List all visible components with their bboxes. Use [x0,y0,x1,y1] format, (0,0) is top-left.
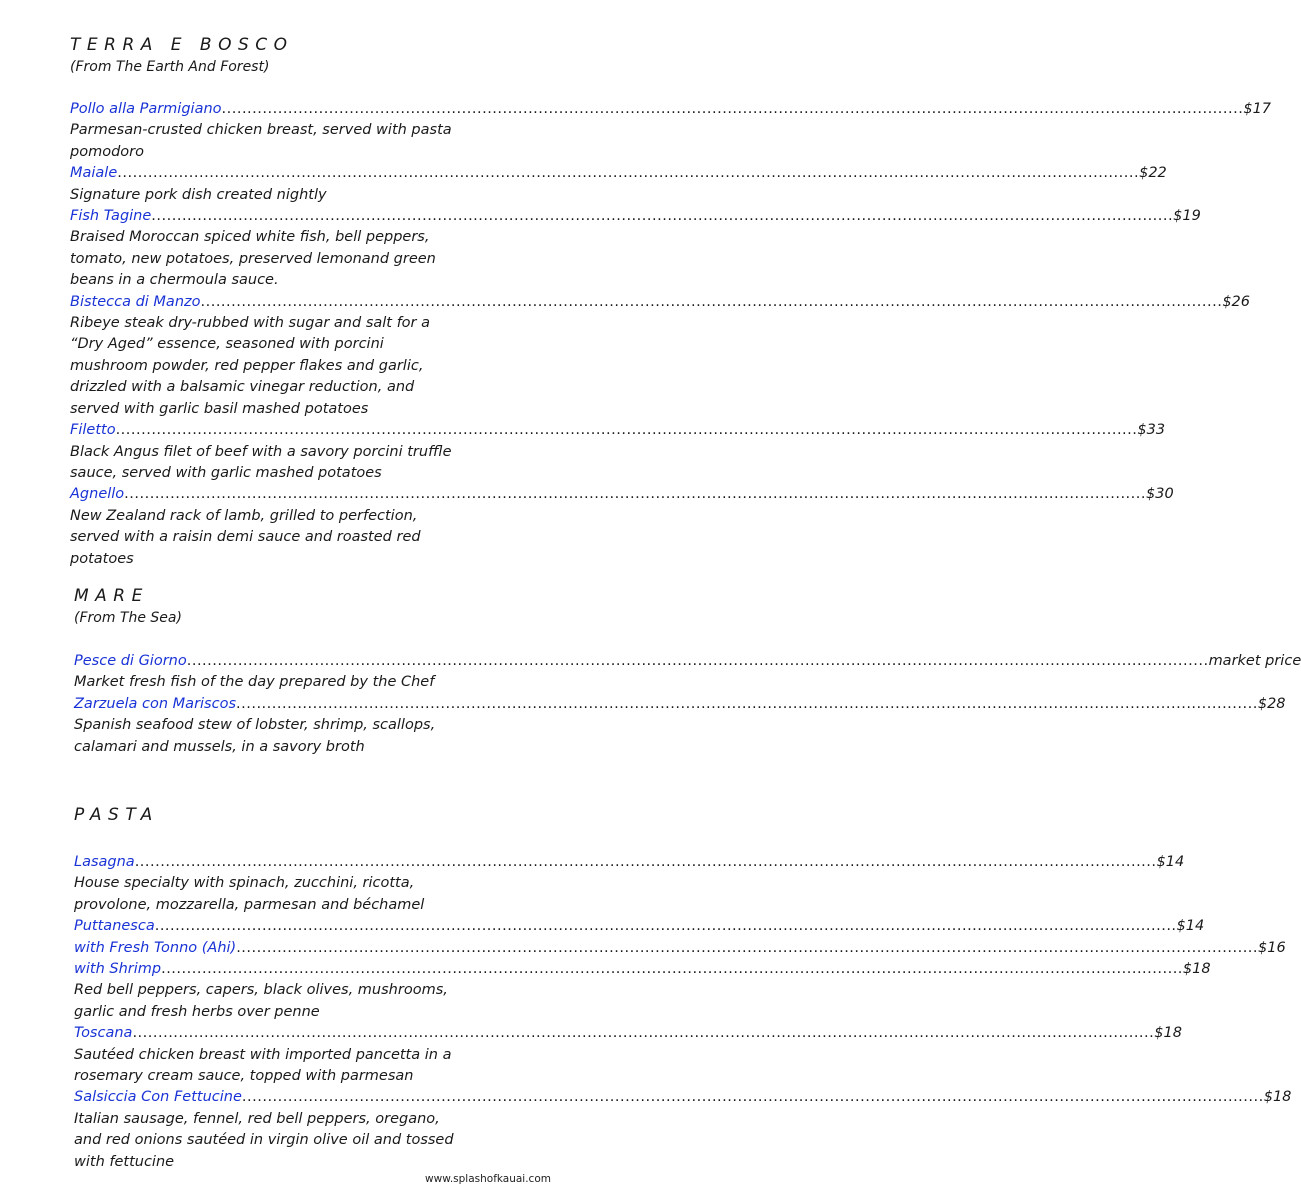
menu-item-price: $18 [1182,961,1211,978]
menu-item [70,99,1272,163]
menu-item-price: $14 [1156,854,1185,870]
menu-item [70,206,1201,292]
menu-item-description: New Zealand rack of lamb, grilled to perfection, served with a raisin demi sauce and roasted red potatoes [70,507,421,567]
dot-leader: ........................................................................................................................................................................................................ [161,961,1183,978]
menu-item-price: $16 [1258,939,1286,956]
menu-item-name: with Shrimp [74,961,162,978]
menu-item-list [74,651,1301,758]
dot-leader: ........................................................................................................................................................................................................ [117,165,1140,182]
menu-item-description: Ribeye steak dry-rubbed with sugar and salt for a “Dry Aged” essence, seasoned with porcini mushroom powder, red pepper flakes and garlic, drizzled with a balsamic vinegar reduction, and served with garlic basil mashed potatoes [70,315,431,417]
menu-item-price: $19 [1173,208,1201,225]
dot-leader: ........................................................................................................................................................................................................ [115,422,1138,439]
menu-item [74,1087,1292,1173]
section-title: PASTA [74,805,159,825]
section-subtitle: (From The Earth And Forest) [70,59,270,75]
menu-item [70,420,1166,484]
menu-item-name: Pesce di Giorno [74,653,187,669]
menu-item [74,916,1205,937]
menu-item-price: $14 [1176,918,1205,935]
menu-item [74,852,1185,916]
menu-item-price: $18 [1263,1089,1292,1106]
menu-item-header [70,420,1166,441]
menu-item-price: $22 [1139,165,1167,182]
menu-item-name: Maiale [70,165,118,182]
menu-item-name: Filetto [70,422,116,439]
menu-item-price: $28 [1257,695,1286,712]
menu-item-name: Fish Tagine [70,208,152,225]
menu-item-price: $30 [1146,486,1174,503]
menu-item-price: market price [1208,653,1301,669]
section-title: MARE [74,586,149,606]
menu-item-description: Signature pork dish created nightly [70,186,327,203]
menu-item-list [70,99,1272,570]
menu-item-list [74,852,1292,1173]
menu-item-description: Parmesan-crusted chicken breast, served with pasta pomodoro [70,122,452,160]
menu-item-header [74,916,1205,937]
menu-item-name: Agnello [70,486,125,503]
menu-item-description: Red bell peppers, capers, black olives, mushrooms, garlic and fresh herbs over penne [74,982,448,1020]
menu-item-name: Lasagna [74,854,135,870]
menu-item [70,163,1167,206]
dot-leader: ........................................................................................................................................................................................................ [200,293,1223,310]
menu-item-header [70,99,1272,120]
menu-item-description: Market fresh fish of the day prepared by the Chef [74,674,435,691]
dot-leader: ........................................................................................................................................................................................................ [186,653,1209,669]
menu-item-header [74,1023,1182,1044]
dot-leader: ........................................................................................................................................................................................................ [134,854,1157,870]
dot-leader: ........................................................................................................................................................................................................ [221,101,1244,117]
dot-leader: ........................................................................................................................................................................................................ [124,486,1146,503]
menu-item-header [70,206,1201,227]
menu-item-header [70,163,1167,184]
menu-item-header [70,484,1174,505]
menu-item-description: Sautéed chicken breast with imported pancetta in a rosemary cream sauce, topped with parmesan [74,1046,452,1085]
menu-item-description: House specialty with spinach, zucchini, ricotta, provolone, mozzarella, parmesan and béchamel [74,875,425,913]
menu-item-description: Black Angus filet of beef with a savory porcini truffle sauce, served with garlic mashed potatoes [70,443,452,481]
dot-leader: ........................................................................................................................................................................................................ [132,1025,1155,1042]
section-subtitle: (From The Sea) [74,610,182,626]
menu-item-header [74,651,1301,672]
menu-item [74,1023,1182,1087]
menu-item-price: $26 [1222,293,1251,310]
menu-item [70,292,1251,420]
menu-item-description: Braised Moroccan spiced white fish, bell peppers, tomato, new potatoes, preserved lemonand green beans in a chermoula sauce. [70,229,436,289]
menu-item [74,959,1211,1023]
dot-leader: ........................................................................................................................................................................................................ [151,208,1174,225]
menu-item-name: Puttanesca [74,918,155,935]
menu-item-header [74,852,1185,873]
menu-item [74,938,1286,959]
menu-item-name: Pollo alla Parmigiano [70,101,222,117]
dot-leader: ........................................................................................................................................................................................................ [236,939,1259,956]
menu-item [74,694,1286,758]
menu-item-price: $33 [1137,422,1166,439]
menu-item-description: Spanish seafood stew of lobster, shrimp, scallops, calamari and mussels, in a savory broth [74,717,436,755]
menu-item-name: with Fresh Tonno (Ahi) [74,939,237,956]
dot-leader: ........................................................................................................................................................................................................ [241,1089,1264,1106]
menu-item-name: Bistecca di Manzo [70,293,201,310]
menu-item-header [74,694,1286,715]
menu-item-header [74,938,1286,959]
menu-item-name: Zarzuela con Mariscos [74,695,237,712]
menu-item-price: $18 [1154,1025,1182,1042]
menu-item-price: $17 [1243,101,1272,117]
menu-item [74,651,1301,694]
menu-item [70,484,1174,570]
website-footer: www.splashofkauai.com [425,1173,551,1185]
menu-item-name: Salsiccia Con Fettucine [74,1089,242,1106]
menu-item-header [70,292,1251,313]
dot-leader: ........................................................................................................................................................................................................ [236,695,1258,712]
menu-item-name: Toscana [74,1025,133,1042]
dot-leader: ........................................................................................................................................................................................................ [154,918,1177,935]
section-title: TERRA E BOSCO [70,35,294,55]
menu-item-header [74,959,1211,980]
menu-item-description: Italian sausage, fennel, red bell peppers, oregano, and red onions sautéed in virgin olive oil and tossed with fettucine [74,1110,454,1170]
menu-item-header [74,1087,1292,1108]
